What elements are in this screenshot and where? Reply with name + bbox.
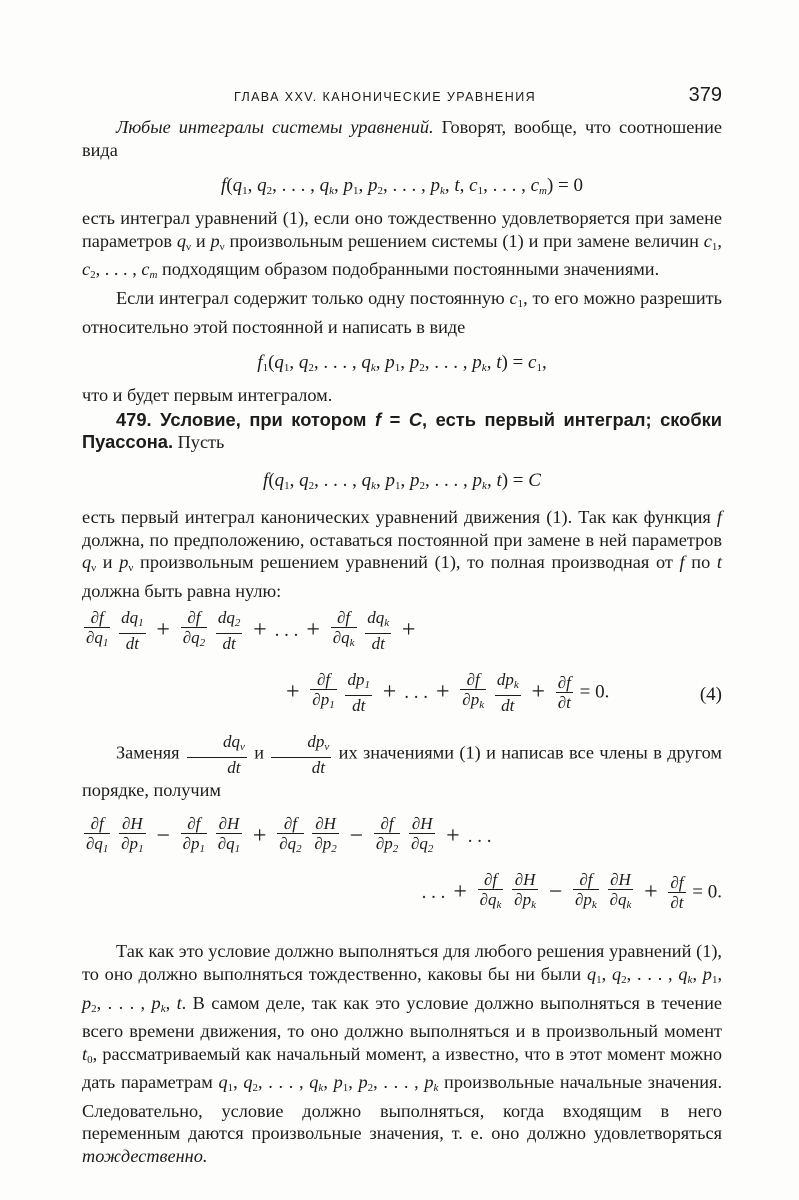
page-number: 379 xyxy=(688,84,722,106)
paragraph-2: есть интеграл уравнений (1), если оно тождественно удовлетворяется при замене параметров $q_\nu$ и $p_\nu$ произвольным решением системы (1) и при замене величин $c_1$, $c_2$, . . . , $c_m$ подходящим образом подобранными постоянными значениями. xyxy=(82,208,722,282)
section-479-heading: 479. Условие, при котором f = C, есть первый интеграл; скобки Пуассона. Пусть xyxy=(82,408,722,453)
equation-4: $\frac{\partial f}{\partial q_1}$ $\frac{dq_1}{dt}$ + $\frac{\partial f}{\partial q_2}$ $\frac{dq_2}{dt}$ + . . . + $\frac{\partial f}{\partial q_k}$ $\frac{dq_k}{dt}$ + + $\frac{\partial f}{\partial p_1}$ $\frac{dp_1}{dt}$ + . . . + $\frac{\partial f}{\partial p_k}$ $\frac{dp_k}{dt}$ + $\frac{\partial f}{\partial t}$ = 0. (4) xyxy=(86,608,722,716)
section-number: 479. xyxy=(116,408,152,430)
equation-poisson: $\frac{\partial f}{\partial q_1}$ $\frac{\partial H}{\partial p_1}$ − $\frac{\partial f}{\partial p_1}$ $\frac{\partial H}{\partial q_1}$ + $\frac{\partial f}{\partial q_2}$ $\frac{\partial H}{\partial p_2}$ − $\frac{\partial f}{\partial p_2}$ $\frac{\partial H}{\partial q_2}$ + . . . . . . + $\frac{\partial f}{\partial q_k}$ $\frac{\partial H}{\partial p_k}$ − $\frac{\partial f}{\partial p_k}$ $\frac{\partial H}{\partial q_k}$ + $\frac{\partial f}{\partial t}$ = 0. xyxy=(86,814,722,913)
page xyxy=(82,82,722,1168)
formula-first-integral: $f_1(q_1$, $q_2$, . . . , $q_k$, $p_1$, $p_2$, . . . , $p_k$, $t) = c_1$, xyxy=(257,352,547,375)
paragraph-1-italic: Любые интегралы системы уравнений. xyxy=(116,117,434,137)
equation-number: (4) xyxy=(699,684,722,706)
paragraph-3: Если интеграл содержит только одну постоянную $c_1$, то его можно разрешить относительно этой постоянной и написать в виде xyxy=(82,287,722,337)
paragraph-7-italic-end: тождественно. xyxy=(82,1146,208,1167)
paragraph-6: Заменяя $\frac{dq_\nu}{dt}$ и $\frac{dp_\nu}{dt}$ их значениями (1) и написав все члены в другом порядке, получим xyxy=(82,732,722,801)
formula-f-equals-C: $f(q_1$, $q_2$, . . . , $q_k$, $p_1$, $p_2$, . . . , $p_k$, t) = C xyxy=(263,469,541,492)
running-title: ГЛАВА XXV. КАНОНИЧЕСКИЕ УРАВНЕНИЯ xyxy=(234,90,537,104)
running-head xyxy=(82,82,722,116)
paragraph-7: Так как это условие должно выполняться для любого решения уравнений (1), то оно должно выполняться тождественно, каковы бы ни были $q_1$, $q_2$, . . . , $q_k$, $p_1$, $p_2$, . . . , $p_k$, t. В самом деле, так как это условие должно выполняться в течение всего времени движения, то оно должно выполняться и в произвольный момент $t_0$, рассматриваемый как начальный момент, а известно, что в этот момент можно дать параметрам $q_1$, $q_2$, . . . , $q_k$, $p_1$, $p_2$, . . . , $p_k$ произвольные начальные значения. Следовательно, условие должно выполняться, когда входящим в него переменным даются произвольные значения, т. е. оно должно удовлетворяться тождественно. xyxy=(82,941,723,1167)
formula-integral-general: $f(q_1$, $q_2$, . . . , $q_k$, $p_1$, $p_2$, . . . , $p_k$, t, $c_1$, . . . , $c_m) = 0$ xyxy=(220,175,584,198)
paragraph-4: что и будет первым интегралом. xyxy=(82,385,333,406)
paragraph-1: Любые интегралы системы уравнений. Говорят, вообще, что соотношение вида xyxy=(82,117,722,160)
paragraph-5: есть первый интеграл канонических уравнений движения (1). Так как функция f должна, по предположению, оставаться постоянной при замене в ней параметров $q_\nu$ и $p_\nu$ произвольным решением уравнений (1), то полная производная от f по t должна быть равна нулю: xyxy=(82,506,722,601)
